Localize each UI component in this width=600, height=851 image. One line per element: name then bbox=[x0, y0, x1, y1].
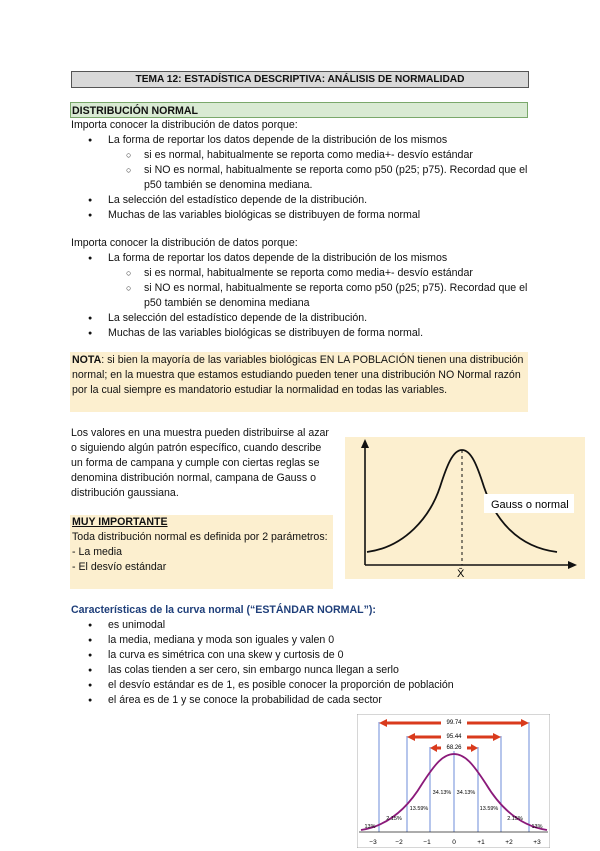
list-item: ● La selección del estadístico depende de la distribución. bbox=[71, 193, 531, 208]
list-item: ○ si NO es normal, habitualmente se reporta como p50 (p25; p75). Recordad que el p50 también se denomina mediana. bbox=[71, 163, 531, 193]
important-heading: MUY IMPORTANTE bbox=[72, 516, 168, 528]
list-item: ● la media, mediana y moda son iguales y valen 0 bbox=[71, 633, 531, 648]
sublist bbox=[71, 266, 531, 311]
tick-label: −1 bbox=[423, 839, 431, 846]
section1-intro: Importa conocer la distribución de datos porque: bbox=[71, 119, 298, 131]
characteristics-block bbox=[71, 618, 531, 708]
gauss-y-arrow bbox=[361, 439, 369, 448]
page-title: TEMA 12: ESTADÍSTICA DESCRIPTIVA: ANÁLISIS DE NORMALIDAD bbox=[71, 71, 529, 88]
pct-label: 13.59% bbox=[479, 806, 499, 812]
values-description: Los valores en una muestra pueden distribuirse al azar o siguiendo algún patrón específico, cuando describe un forma de campana y cumple con ciertas reglas se denomina distribución normal, campana de Gauss o distribución gaussiana. bbox=[71, 427, 329, 499]
pct-label: 2.15% bbox=[507, 816, 523, 822]
list-item: ● la curva es simétrica con una skew y curtosis de 0 bbox=[71, 648, 531, 663]
section1-list bbox=[71, 133, 531, 223]
range-label-1sd: 68.26 bbox=[446, 745, 462, 751]
list-item: ● Muchas de las variables biológicas se distribuyen de forma normal. bbox=[71, 326, 531, 341]
important-line1: Toda distribución normal es definida por 2 parámetros: bbox=[72, 531, 328, 543]
range-label-2sd: 95.44 bbox=[446, 734, 462, 740]
list-item: ● el desvío estándar es de 1, es posible conocer la proporción de población bbox=[71, 678, 531, 693]
list-item: ● Muchas de las variables biológicas se distribuyen de forma normal bbox=[71, 208, 531, 223]
tick-label: 0 bbox=[452, 839, 456, 846]
tick-label: +1 bbox=[477, 839, 485, 846]
tick-label: −2 bbox=[395, 839, 403, 846]
section2-list bbox=[71, 251, 531, 341]
important-param-sd: - El desvío estándar bbox=[72, 561, 167, 573]
gauss-x-label: X̄ bbox=[457, 568, 465, 579]
list-item: ○ si es normal, habitualmente se reporta como media+- desvío estándar bbox=[71, 266, 531, 281]
tick-label: +3 bbox=[533, 839, 541, 846]
important-box bbox=[70, 515, 333, 589]
list-item: ● La forma de reportar los datos depende de la distribución de los mismos ○ si es normal, habitualmente se reporta como media+- desvío estándar ○ si NO es normal, habitualmente se reporta como p50 (p25; p75). Recordad que el p50 también se denomina mediana bbox=[71, 251, 531, 311]
normal-svg bbox=[357, 714, 550, 848]
note-text: : si bien la mayoría de las variables biológicas EN LA POBLACIÓN tienen una distribución normal; en la muestra que estamos estudiando pueden tener una distribución NO Normal razón por la cual siempre es mandatorio estudiar la normalidad en todas las variables. bbox=[72, 354, 524, 396]
list-item: ○ si es normal, habitualmente se reporta como media+- desvío estándar bbox=[71, 148, 531, 163]
tick-label: +2 bbox=[505, 839, 513, 846]
standard-normal-figure bbox=[357, 714, 550, 848]
gauss-label: Gauss o normal bbox=[491, 499, 569, 511]
sublist bbox=[71, 148, 531, 193]
pct-label: 34.13% bbox=[432, 790, 452, 796]
important-param-mean: - La media bbox=[72, 546, 123, 558]
list-item: ● el área es de 1 y se conoce la probabilidad de cada sector bbox=[71, 693, 531, 708]
characteristics-heading: Características de la curva normal (“ESTÁNDAR NORMAL”): bbox=[71, 604, 376, 616]
section-heading-normal-distribution: DISTRIBUCIÓN NORMAL bbox=[70, 102, 528, 118]
note-label: NOTA bbox=[72, 354, 102, 366]
gauss-figure bbox=[345, 437, 585, 579]
gauss-svg bbox=[345, 437, 585, 579]
range-label-3sd: 99.74 bbox=[446, 720, 462, 726]
section1-block bbox=[71, 118, 531, 223]
pct-label: 13.59% bbox=[409, 806, 429, 812]
list-item: ● La selección del estadístico depende de la distribución. bbox=[71, 311, 531, 326]
pct-label: 13% bbox=[531, 824, 543, 830]
pct-label: 13% bbox=[364, 824, 376, 830]
pct-label: 2.15% bbox=[386, 816, 402, 822]
list-item: ○ si NO es normal, habitualmente se reporta como p50 (p25; p75). Recordad que el p50 también se denomina mediana bbox=[71, 281, 531, 311]
list-item: ● es unimodal bbox=[71, 618, 531, 633]
tick-label: −3 bbox=[369, 839, 377, 846]
characteristics-list bbox=[71, 618, 531, 708]
section2-block bbox=[71, 236, 531, 341]
list-item: ● La forma de reportar los datos depende de la distribución de los mismos ○ si es normal, habitualmente se reporta como media+- desvío estándar ○ si NO es normal, habitualmente se reporta como p50 (p25; p75). Recordad que el p50 también se denomina mediana. bbox=[71, 133, 531, 193]
list-item: ● las colas tienden a ser cero, sin embargo nunca llegan a serlo bbox=[71, 663, 531, 678]
gauss-x-arrow bbox=[568, 561, 577, 569]
note-box bbox=[70, 352, 528, 412]
section2-intro: Importa conocer la distribución de datos porque: bbox=[71, 237, 298, 249]
pct-label: 34.13% bbox=[456, 790, 476, 796]
